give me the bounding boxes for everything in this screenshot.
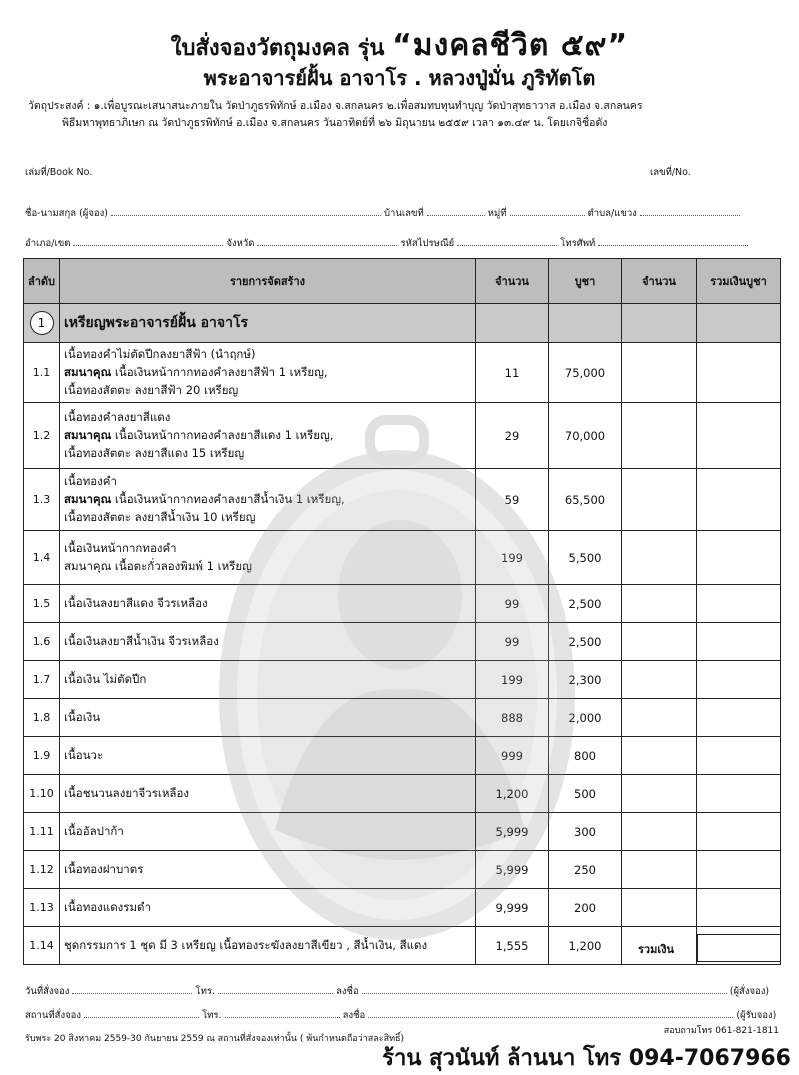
- item-line-1: เนื้อทองฝาบาตร: [64, 861, 144, 876]
- table-row: [24, 813, 781, 851]
- row-number: 1.1: [24, 343, 60, 403]
- order-quantity-input[interactable]: [622, 623, 697, 661]
- tambon-label: ตำบล/แขวง: [587, 208, 637, 219]
- row-total-input[interactable]: [697, 661, 781, 699]
- item-line-1: เนื้อนวะ: [64, 747, 104, 762]
- order-quantity-input[interactable]: [622, 469, 697, 531]
- receiver-signature-field[interactable]: [368, 1007, 733, 1018]
- bonus-detail: เนื้อเงินหน้ากากทองคำลงยาสีแดง 1 เหรียญ,: [111, 427, 334, 442]
- section-number-cell: [24, 304, 60, 343]
- item-price: 2,500: [549, 623, 622, 661]
- order-date-label: วันที่สั่งจอง: [25, 986, 70, 997]
- item-description: [60, 927, 476, 965]
- table-row: [24, 343, 781, 403]
- book-no-label: เล่มที่/Book No.: [25, 167, 93, 178]
- item-price: 2,500: [549, 585, 622, 623]
- item-line-3: เนื้อทองสัตตะ ลงยาสีฟ้า 20 เหรียญ: [64, 382, 239, 397]
- item-quantity: 59: [476, 469, 549, 531]
- footer-row-2: [25, 1007, 780, 1021]
- item-description: [60, 531, 476, 585]
- moo-label: หมู่ที่: [487, 208, 507, 219]
- item-description: [60, 403, 476, 469]
- bonus-detail: สมนาคุณ เนื้อตะกั่วลองพิมพ์ 1 เหรียญ: [64, 558, 252, 573]
- postcode-label: รหัสไปรษณีย์: [400, 238, 455, 249]
- item-price: 2,300: [549, 661, 622, 699]
- col-header-order-qty: จำนวน: [622, 259, 697, 304]
- item-quantity: 199: [476, 531, 549, 585]
- table-row: [24, 851, 781, 889]
- total-label: รวมเงิน: [638, 943, 674, 956]
- table-row: [24, 403, 781, 469]
- item-price: 2,000: [549, 699, 622, 737]
- bonus-detail: เนื้อเงินหน้ากากทองคำลงยาสีฟ้า 1 เหรียญ,: [111, 364, 328, 379]
- receiver-signature-label: ลงชื่อ: [342, 1010, 366, 1021]
- row-number: 1.8: [24, 699, 60, 737]
- form-title-prefix: ใบสั่งจองวัตถุมงคล รุ่น: [170, 36, 385, 61]
- row-number: 1.11: [24, 813, 60, 851]
- item-quantity: 9,999: [476, 889, 549, 927]
- item-description: [60, 775, 476, 813]
- bonus-label: สมนาคุณ: [64, 427, 112, 442]
- place-field[interactable]: [84, 1007, 199, 1018]
- item-price: 70,000: [549, 403, 622, 469]
- table-row: [24, 531, 781, 585]
- order-quantity-input[interactable]: [622, 699, 697, 737]
- item-quantity: 5,999: [476, 851, 549, 889]
- province-field[interactable]: [257, 235, 397, 246]
- table-row: [24, 775, 781, 813]
- orderer-signature-field[interactable]: [362, 983, 727, 994]
- name-field[interactable]: [111, 205, 381, 216]
- row-number: 1.2: [24, 403, 60, 469]
- province-label: จังหวัด: [226, 238, 255, 249]
- item-line-2: [64, 364, 471, 382]
- table-row: [24, 585, 781, 623]
- orderer-label: (ผู้สั่งจอง): [729, 986, 770, 997]
- row-number: 1.7: [24, 661, 60, 699]
- section-number: 1: [30, 311, 54, 335]
- table-row: [24, 623, 781, 661]
- item-line-3: เนื้อทองสัตตะ ลงยาสีแดง 15 เหรียญ: [64, 445, 245, 460]
- place-phone-field[interactable]: [225, 1007, 340, 1018]
- inquiry-phone: สอบถามโทร 061-821-1811: [663, 1026, 779, 1036]
- bonus-detail: เนื้อเงินหน้ากากทองคำลงยาสีน้ำเงิน 1 เหรียญ,: [111, 491, 345, 506]
- col-header-total: รวมเงินบูชา: [697, 259, 781, 304]
- item-description: [60, 737, 476, 775]
- item-price: 500: [549, 775, 622, 813]
- item-description: [60, 661, 476, 699]
- item-price: 800: [549, 737, 622, 775]
- row-total-input[interactable]: [697, 775, 781, 813]
- total-amount-field[interactable]: [697, 934, 781, 962]
- row-number: 1.10: [24, 775, 60, 813]
- book-number-row: [25, 165, 780, 180]
- row-total-input[interactable]: [697, 469, 781, 531]
- item-description: [60, 851, 476, 889]
- table-row: [24, 469, 781, 531]
- item-quantity: 1,555: [476, 927, 549, 965]
- item-line-1: เนื้ออัลปาก้า: [64, 823, 124, 838]
- item-price: 5,500: [549, 531, 622, 585]
- item-line-1: เนื้อเงิน: [64, 709, 101, 724]
- tambon-field[interactable]: [640, 205, 740, 216]
- row-total-input[interactable]: [697, 623, 781, 661]
- receiver-label: (ผู้รับจอง): [736, 1010, 777, 1021]
- row-number: 1.9: [24, 737, 60, 775]
- order-quantity-input[interactable]: [622, 813, 697, 851]
- row-total-input[interactable]: [697, 531, 781, 585]
- row-total-input[interactable]: [697, 851, 781, 889]
- item-line-3: เนื้อทองสัตตะ ลงยาสีน้ำเงิน 10 เหรียญ: [64, 509, 256, 524]
- item-description: [60, 813, 476, 851]
- table-row: [24, 737, 781, 775]
- form-subtitle: พระอาจารย์ฝั้น อาจาโร . หลวงปู่มั่น ภูริทัตโต: [203, 66, 596, 90]
- table-row: [24, 699, 781, 737]
- row-number: 1.14: [24, 927, 60, 965]
- col-header-no: ลำดับ: [24, 259, 60, 304]
- shop-name: ร้าน สุวนันท์ ล้านนา โทร 094-7067966: [382, 1046, 791, 1071]
- row-number: 1.3: [24, 469, 60, 531]
- row-number: 1.12: [24, 851, 60, 889]
- order-quantity-input[interactable]: [622, 343, 697, 403]
- house-no-label: บ้านเลขที่: [384, 208, 424, 219]
- order-quantity-input[interactable]: [622, 661, 697, 699]
- row-total-input[interactable]: [697, 737, 781, 775]
- item-quantity: 5,999: [476, 813, 549, 851]
- item-line-1: เนื้อทองคำลงยาสีแดง: [64, 409, 171, 424]
- place-phone-label: โทร.: [202, 1010, 222, 1021]
- postcode-field[interactable]: [457, 235, 557, 246]
- item-line-1: เนื้อชนวนลงยาจีวรเหลือง: [64, 785, 189, 800]
- order-quantity-input[interactable]: [622, 737, 697, 775]
- item-line-1: เนื้อเงิน ไม่ตัดปีก: [64, 671, 147, 686]
- item-quantity: 199: [476, 661, 549, 699]
- item-description: [60, 469, 476, 531]
- order-date-field[interactable]: [72, 983, 192, 994]
- table-row: [24, 661, 781, 699]
- row-number: 1.5: [24, 585, 60, 623]
- order-quantity-input[interactable]: [622, 775, 697, 813]
- row-total-input[interactable]: [697, 813, 781, 851]
- phone-label: โทรศัพท์: [560, 238, 596, 249]
- row-total-input[interactable]: [697, 889, 781, 927]
- col-header-price: บูชา: [549, 259, 622, 304]
- item-line-1: ชุดกรรมการ 1 ชุด มี 3 เหรียญ เนื้อทองระฆังลงยาสีเขียว , สีน้ำเงิน, สีแดง: [64, 937, 428, 952]
- order-table: [23, 258, 781, 965]
- order-phone-label: โทร.: [195, 986, 216, 997]
- row-number: 1.4: [24, 531, 60, 585]
- table-row: [24, 889, 781, 927]
- order-quantity-input[interactable]: [622, 889, 697, 927]
- item-quantity: 1,200: [476, 775, 549, 813]
- item-line-2: [64, 491, 471, 509]
- item-price: 75,000: [549, 343, 622, 403]
- item-quantity: 99: [476, 623, 549, 661]
- address-row-1: [25, 205, 780, 219]
- order-phone-field[interactable]: [218, 983, 333, 994]
- bonus-label: สมนาคุณ: [64, 491, 112, 506]
- row-total-input[interactable]: [697, 343, 781, 403]
- item-description: [60, 889, 476, 927]
- pickup-note: รับพระ 20 สิงหาคม 2559-30 กันยายน 2559 ณ สถานที่สั่งจองเท่านั้น ( พ้นกำหนดถือว่าสละสิทธิ์): [25, 1034, 405, 1044]
- series-name: “มงคลชีวิต ๕๙”: [392, 28, 629, 63]
- house-no-field[interactable]: [427, 205, 485, 216]
- order-quantity-input[interactable]: [622, 403, 697, 469]
- section-title: เหรียญพระอาจารย์ฝั้น อาจาโร: [60, 304, 476, 343]
- phone-field[interactable]: [598, 235, 748, 246]
- name-label: ชื่อ-นามสกุล (ผู้จอง): [25, 208, 108, 219]
- item-line-1: เนื้อทองคำ: [64, 473, 117, 488]
- order-quantity-input[interactable]: [622, 531, 697, 585]
- row-total-input[interactable]: [697, 403, 781, 469]
- moo-field[interactable]: [510, 205, 585, 216]
- section-row: [24, 304, 781, 343]
- col-header-item: รายการจัดสร้าง: [60, 259, 476, 304]
- place-label: สถานที่สั่งจอง: [25, 1010, 81, 1021]
- item-quantity: 99: [476, 585, 549, 623]
- row-number: 1.6: [24, 623, 60, 661]
- item-description: [60, 699, 476, 737]
- item-line-1: เนื้อทองคำไม่ตัดปีกลงยาสีฟ้า (นำฤกษ์): [64, 346, 256, 361]
- purpose-text: [28, 98, 788, 132]
- amphoe-field[interactable]: [73, 235, 223, 246]
- item-quantity: 888: [476, 699, 549, 737]
- footer-row-1: [25, 983, 780, 997]
- order-quantity-input[interactable]: [622, 585, 697, 623]
- bonus-label: สมนาคุณ: [64, 364, 112, 379]
- item-line-1: เนื้อทองแดงรมดำ: [64, 899, 151, 914]
- item-description: [60, 585, 476, 623]
- item-description: [60, 623, 476, 661]
- item-price: 250: [549, 851, 622, 889]
- item-quantity: 999: [476, 737, 549, 775]
- row-number: 1.13: [24, 889, 60, 927]
- item-quantity: 29: [476, 403, 549, 469]
- item-line-2: [64, 558, 471, 576]
- table-header-row: [24, 259, 781, 304]
- orderer-signature-label: ลงชื่อ: [336, 986, 359, 997]
- purpose-line-1: วัตถุประสงค์ : ๑.เพื่อบูรณะเสนาสนะภายใน วัดป่าภูธรพิทักษ์ อ.เมือง จ.สกลนคร ๒.เพื่อสมทบทุนทำบุญ วัดป่าสุทธาวาส อ.เมือง จ.สกลนคร: [28, 100, 643, 112]
- item-line-1: เนื้อเงินลงยาสีน้ำเงิน จีวรเหลือง: [64, 633, 219, 648]
- amphoe-label: อำเภอ/เขต: [25, 238, 71, 249]
- address-row-2: [25, 235, 780, 249]
- no-label: เลขที่/No.: [650, 167, 691, 178]
- item-line-1: เนื้อเงินลงยาสีแดง จีวรเหลือง: [64, 595, 208, 610]
- item-line-1: เนื้อเงินหน้ากากทองคำ: [64, 540, 177, 555]
- item-price: 1,200: [549, 927, 622, 965]
- purpose-line-2: พิธีมหาพุทธาภิเษก ณ วัดป่าภูธรพิทักษ์ อ.เมือง จ.สกลนคร วันอาทิตย์ที่ ๒๖ มิถุนายน ๒๕๕๙ เวลา ๑๓.๔๙ น. โดยเกจิชื่อดัง: [62, 117, 608, 129]
- row-total-input[interactable]: [697, 699, 781, 737]
- item-price: 65,500: [549, 469, 622, 531]
- col-header-quantity: จำนวน: [476, 259, 549, 304]
- item-description: [60, 343, 476, 403]
- item-price: 300: [549, 813, 622, 851]
- item-price: 200: [549, 889, 622, 927]
- item-line-2: [64, 427, 471, 445]
- order-quantity-input[interactable]: [622, 851, 697, 889]
- row-total-input[interactable]: [697, 585, 781, 623]
- item-quantity: 11: [476, 343, 549, 403]
